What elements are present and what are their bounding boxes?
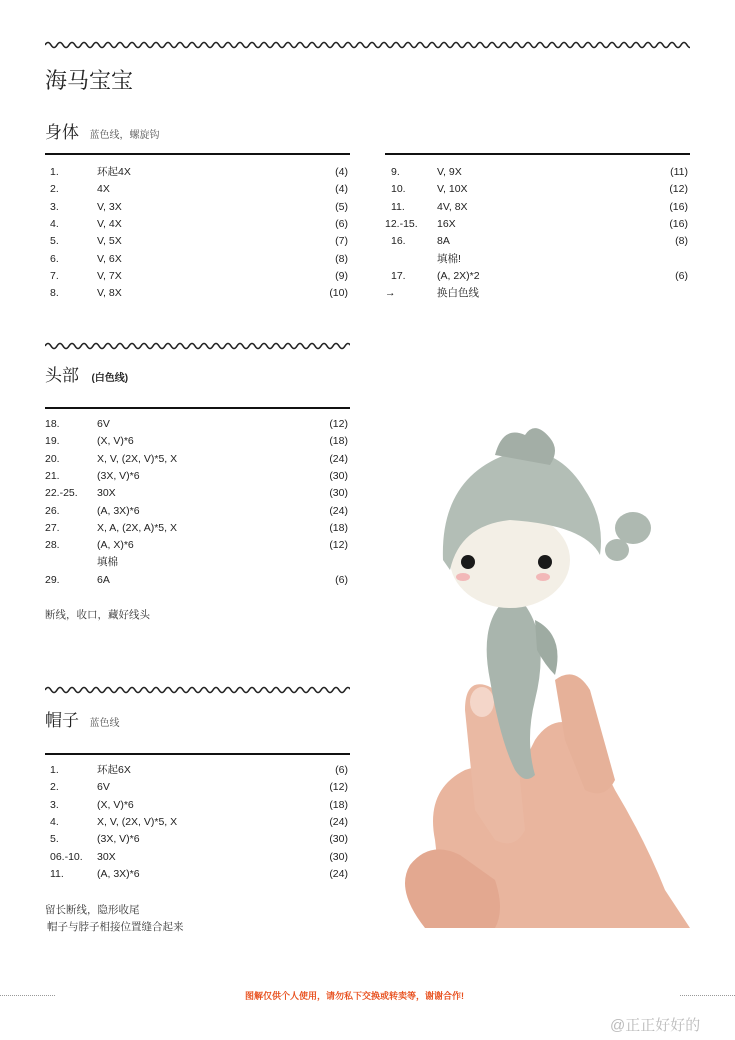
head-section-subtitle: (白色线) bbox=[91, 373, 129, 384]
body-right-rule bbox=[385, 153, 690, 155]
wavy-divider-head bbox=[45, 341, 350, 351]
row-count: (30) bbox=[329, 487, 348, 500]
row-number: 4. bbox=[50, 815, 59, 828]
left-cheek bbox=[456, 573, 470, 581]
row-number: 8. bbox=[50, 287, 59, 300]
row-number: 2. bbox=[50, 183, 59, 196]
right-cheek bbox=[536, 573, 550, 581]
row-number: 12.-15. bbox=[385, 217, 418, 230]
row-number: 1. bbox=[50, 764, 59, 776]
row-instruction: (X, V)*6 bbox=[97, 435, 134, 448]
row-instruction: 填棉 bbox=[97, 556, 118, 569]
row-number: 9. bbox=[391, 166, 400, 178]
body-section-header bbox=[45, 118, 159, 143]
row-number: 10. bbox=[391, 183, 406, 196]
table-row bbox=[385, 268, 688, 285]
row-instruction: V, 8X bbox=[97, 287, 122, 300]
row-instruction: (X, V)*6 bbox=[97, 798, 134, 811]
hat-section-title: 帽子 bbox=[45, 711, 79, 731]
table-row bbox=[385, 199, 688, 216]
table-row bbox=[45, 181, 348, 198]
row-number: 1. bbox=[50, 166, 59, 178]
table-row bbox=[45, 849, 348, 866]
row-instruction: (A, X)*6 bbox=[97, 539, 134, 552]
row-number: 18. bbox=[45, 418, 60, 430]
row-instruction: X, V, (2X, V)*5, X bbox=[97, 815, 178, 828]
row-instruction: X, V, (2X, V)*5, X bbox=[97, 452, 178, 465]
row-count: (4) bbox=[335, 183, 348, 196]
row-instruction: 8A bbox=[437, 235, 450, 248]
row-number: 16. bbox=[391, 235, 406, 248]
table-row bbox=[45, 216, 348, 233]
wavy-divider-top bbox=[45, 40, 690, 50]
head-section-title: 头部 bbox=[45, 366, 79, 386]
row-number: 4. bbox=[50, 217, 59, 230]
table-row bbox=[45, 164, 348, 181]
row-number: 22.-25. bbox=[45, 487, 78, 500]
row-count: (6) bbox=[675, 269, 688, 282]
hat-note-1: 留长断线，隐形收尾 bbox=[45, 904, 140, 916]
row-count: (9) bbox=[335, 269, 348, 282]
body-section-title: 身体 bbox=[45, 123, 79, 143]
row-number: 28. bbox=[45, 539, 60, 552]
table-row bbox=[45, 468, 348, 485]
table-row bbox=[45, 537, 348, 554]
row-count: (12) bbox=[329, 418, 348, 430]
table-row bbox=[45, 572, 348, 589]
hat-section-subtitle: 蓝色线 bbox=[89, 718, 120, 729]
row-instruction: (3X, V)*6 bbox=[97, 469, 140, 482]
watermark: @正正好好的 bbox=[610, 1017, 701, 1034]
table-row bbox=[45, 199, 348, 216]
row-instruction: 环起4X bbox=[97, 166, 131, 178]
row-instruction: 30X bbox=[97, 850, 116, 863]
table-row bbox=[45, 485, 348, 502]
footer-dots-right bbox=[680, 995, 735, 996]
table-row bbox=[45, 797, 348, 814]
row-instruction: V, 4X bbox=[97, 217, 122, 230]
hat-curl bbox=[615, 512, 651, 544]
row-count: (10) bbox=[329, 287, 348, 300]
table-row bbox=[45, 416, 348, 433]
row-count: (16) bbox=[669, 200, 688, 213]
table-row bbox=[45, 831, 348, 848]
row-count: (12) bbox=[329, 539, 348, 552]
row-number: 3. bbox=[50, 798, 59, 811]
table-row bbox=[45, 814, 348, 831]
row-instruction: (A, 3X)*6 bbox=[97, 504, 140, 517]
row-number: 17. bbox=[391, 269, 406, 282]
row-count: (24) bbox=[329, 815, 348, 828]
left-eye bbox=[461, 555, 475, 569]
row-number: 5. bbox=[50, 235, 59, 248]
row-instruction: (A, 2X)*2 bbox=[437, 269, 480, 282]
table-row bbox=[45, 251, 348, 268]
row-count: (24) bbox=[329, 452, 348, 465]
row-instruction: (A, 3X)*6 bbox=[97, 867, 140, 880]
row-number: 06.-10. bbox=[50, 850, 83, 863]
row-count: (18) bbox=[329, 435, 348, 448]
table-row bbox=[45, 503, 348, 520]
row-number: 27. bbox=[45, 521, 60, 534]
head-rule bbox=[45, 407, 350, 409]
table-row bbox=[45, 866, 348, 883]
row-instruction: 填棉! bbox=[437, 252, 461, 265]
head-note: 断线，收口，藏好线头 bbox=[45, 609, 150, 621]
row-instruction: 6V bbox=[97, 418, 110, 430]
row-instruction: V, 9X bbox=[437, 166, 462, 178]
row-count: (12) bbox=[669, 183, 688, 196]
row-number: 7. bbox=[50, 269, 59, 282]
body-left-rule bbox=[45, 153, 350, 155]
body-section-subtitle: 蓝色线，螺旋钩 bbox=[89, 130, 160, 141]
row-count: (8) bbox=[335, 252, 348, 265]
row-instruction: V, 5X bbox=[97, 235, 122, 248]
row-number: 19. bbox=[45, 435, 60, 448]
row-count: (30) bbox=[329, 469, 348, 482]
table-row bbox=[385, 164, 688, 181]
row-count: (18) bbox=[329, 521, 348, 534]
row-instruction: 16X bbox=[437, 217, 456, 230]
row-instruction: V, 3X bbox=[97, 200, 122, 213]
table-row bbox=[45, 779, 348, 796]
hat-section-header bbox=[45, 706, 119, 731]
row-number: 11. bbox=[391, 200, 405, 213]
row-count: (6) bbox=[335, 764, 348, 776]
row-instruction: 4V, 8X bbox=[437, 200, 468, 213]
page-title: 海马宝宝 bbox=[45, 69, 134, 94]
table-row bbox=[385, 216, 688, 233]
row-instruction: 30X bbox=[97, 487, 116, 500]
table-row bbox=[385, 285, 688, 302]
right-eye bbox=[538, 555, 552, 569]
row-number: 6. bbox=[50, 252, 59, 265]
hat-curl-2 bbox=[605, 539, 629, 561]
seahorse-doll-photo bbox=[385, 410, 690, 928]
table-row bbox=[45, 554, 348, 571]
row-number: 20. bbox=[45, 452, 60, 465]
row-number: 5. bbox=[50, 833, 59, 846]
table-row bbox=[385, 181, 688, 198]
row-instruction: 6A bbox=[97, 573, 110, 586]
table-row bbox=[385, 251, 688, 268]
row-number: 11. bbox=[50, 867, 64, 880]
row-count: (6) bbox=[335, 573, 348, 586]
row-number: 21. bbox=[45, 469, 60, 482]
table-row bbox=[45, 433, 348, 450]
table-row bbox=[45, 762, 348, 779]
row-instruction: X, A, (2X, A)*5, X bbox=[97, 521, 177, 534]
row-count: (12) bbox=[329, 781, 348, 794]
row-count: (30) bbox=[329, 833, 348, 846]
row-count: (24) bbox=[329, 504, 348, 517]
row-instruction: V, 6X bbox=[97, 252, 122, 265]
row-instruction: 环起6X bbox=[97, 764, 131, 776]
table-row bbox=[385, 233, 688, 250]
row-number: → bbox=[385, 287, 396, 300]
row-instruction: 6V bbox=[97, 781, 110, 794]
row-count: (4) bbox=[335, 166, 348, 178]
row-count: (18) bbox=[329, 798, 348, 811]
table-row bbox=[45, 520, 348, 537]
row-instruction: (3X, V)*6 bbox=[97, 833, 140, 846]
row-count: (24) bbox=[329, 867, 348, 880]
row-count: (30) bbox=[329, 850, 348, 863]
table-row bbox=[45, 451, 348, 468]
row-count: (11) bbox=[670, 166, 688, 178]
table-row bbox=[45, 268, 348, 285]
row-number: 3. bbox=[50, 200, 59, 213]
row-number: 29. bbox=[45, 573, 60, 586]
footer-dots-left bbox=[0, 995, 55, 996]
row-instruction: V, 10X bbox=[437, 183, 468, 196]
row-count: (6) bbox=[335, 217, 348, 230]
row-count: (7) bbox=[335, 235, 348, 248]
fingernail bbox=[470, 687, 494, 717]
row-instruction: 4X bbox=[97, 183, 110, 196]
footer-notice: 图解仅供个人使用，请勿私下交换或转卖等，谢谢合作! bbox=[245, 991, 464, 1001]
row-count: (5) bbox=[335, 200, 348, 213]
row-number: 2. bbox=[50, 781, 59, 794]
table-row bbox=[45, 285, 348, 302]
table-row bbox=[45, 233, 348, 250]
row-count: (8) bbox=[675, 235, 688, 248]
row-count: (16) bbox=[669, 217, 688, 230]
hat-rule bbox=[45, 753, 350, 755]
row-instruction: 换白色线 bbox=[437, 287, 479, 300]
row-instruction: V, 7X bbox=[97, 269, 122, 282]
wavy-divider-hat bbox=[45, 685, 350, 695]
hat-note-2: 帽子与脖子相接位置缝合起来 bbox=[47, 921, 184, 933]
head-section-header bbox=[45, 361, 128, 386]
row-number: 26. bbox=[45, 504, 60, 517]
